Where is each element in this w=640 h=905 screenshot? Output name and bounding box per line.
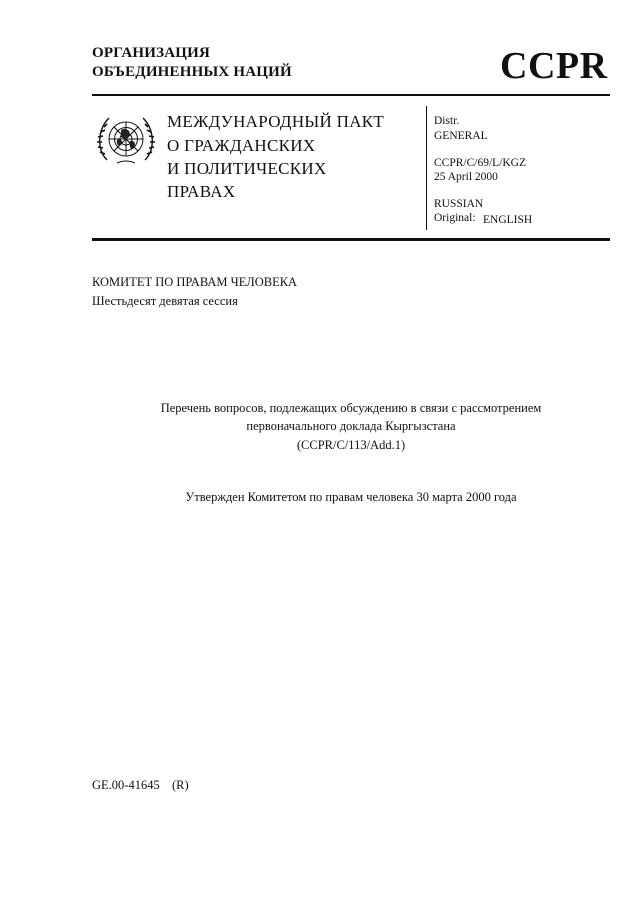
header-bottom-rule bbox=[92, 238, 610, 241]
document-series-symbol: CCPR bbox=[500, 45, 608, 87]
pact-title-line-3: И ПОЛИТИЧЕСКИХ bbox=[167, 159, 327, 178]
approval-note: Утвержден Комитетом по правам человека 30 марта 2000 года bbox=[185, 490, 517, 504]
header-column-divider bbox=[426, 106, 427, 230]
distribution-label: Distr. bbox=[434, 115, 460, 127]
original-language-label: Original: bbox=[434, 212, 476, 224]
organization-name-line-1: ОРГАНИЗАЦИЯ bbox=[92, 45, 211, 61]
document-title-line-2: первоначального доклада Кыргызстана bbox=[246, 419, 456, 433]
original-language-value: ENGLISH bbox=[483, 214, 533, 226]
distribution-value: GENERAL bbox=[434, 130, 488, 142]
organization-name-line-2: ОБЪЕДИНЕННЫХ НАЦИЙ bbox=[92, 64, 292, 80]
pact-title-line-2: О ГРАЖДАНСКИХ bbox=[167, 136, 316, 155]
pact-title-line-4: ПРАВАХ bbox=[167, 182, 236, 201]
un-emblem-icon bbox=[93, 110, 159, 170]
pact-title-line-1: МЕЖДУНАРОДНЫЙ ПАКТ bbox=[167, 112, 385, 131]
document-title-reference: (CCPR/C/113/Add.1) bbox=[296, 438, 406, 452]
document-language: RUSSIAN bbox=[434, 198, 484, 210]
document-title-line-1: Перечень вопросов, подлежащих обсуждению в связи с рассмотрением bbox=[160, 401, 542, 415]
committee-name: КОМИТЕТ ПО ПРАВАМ ЧЕЛОВЕКА bbox=[92, 275, 298, 289]
document-symbol: CCPR/C/69/L/KGZ bbox=[434, 157, 527, 169]
language-code: (R) bbox=[172, 778, 189, 792]
job-number: GE.00-41645 bbox=[92, 778, 160, 792]
document-date: 25 April 2000 bbox=[434, 171, 498, 183]
committee-session: Шестьдесят девятая сессия bbox=[92, 294, 238, 308]
header-top-rule bbox=[92, 94, 610, 96]
